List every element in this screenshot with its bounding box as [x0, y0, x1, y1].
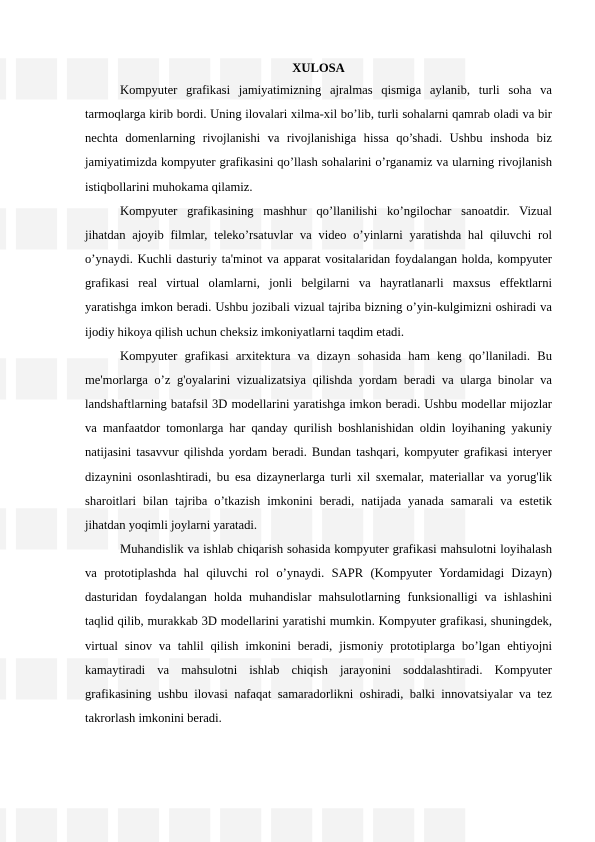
document-body	[85, 58, 552, 730]
paragraph-engineering: Muhandislik va ishlab chiqarish sohasida kompyuter grafikasi mahsulotni loyihalash va prototiplashda hal qiluvchi rol o’ynaydi. SAPR (Kompyuter Yordamidagi Dizayn) dasturidan foydalangan holda muhandislar mahsulotlarning funksionalligi va ishlashini taqlid qilib, murakkab 3D modellarini yaratishi mumkin. Kompyuter grafikasi, shuningdek, virtual sinov va tahlil qilish imkonini beradi, jismoniy prototiplarga bo’lgan ehtiyojni kamaytiradi va mahsulotni ishlab chiqish jarayonini soddalashtiradi. Kompyuter grafikasining ushbu ilovasi nafaqat samaradorlikni oshiradi, balki innovatsiyalar va tez takrorlash imkonini beradi.	[85, 541, 552, 726]
paragraph-intro: Kompyuter grafikasi jamiyatimizning ajralmas qismiga aylanib, turli soha va tarmoqlarga kirib bordi. Uning ilovalari xilma-xil bo’lib, turli sohalarni qamrab oladi va bir nechta domenlarning rivojlanishi va rivojlanishiga hissa qo’shadi. Ushbu inshoda biz jamiyatimizda kompyuter grafikasini qo’llash sohalarini o’rganamiz va ularning rivojlanish istiqbollarini muhokama qilamiz.	[85, 83, 552, 194]
document-title: XULOSA	[292, 61, 345, 75]
paragraph-architecture: Kompyuter grafikasi arxitektura va dizayn sohasida ham keng qo’llaniladi. Bu me'morlarga o’z g'oyalarini vizualizatsiya qilishda yordam beradi va ularga binolar va landshaftlarning batafsil 3D modellarini yaratishga imkon beradi. Ushbu modellar mijozlar va manfaatdor tomonlarga har qanday qurilish boshlanishidan oldin loyihaning yakuniy natijasini tasavvur qilishda yordam beradi. Bundan tashqari, kompyuter grafikasi interyer dizaynini osonlashtiradi, bu esa dizaynerlarga turli xil sxemalar, materiallar va yorug'lik sharoitlari bilan tajriba o’tkazish imkonini beradi, natijada yanada samarali va estetik jihatdan yoqimli joylarni yaratadi.	[85, 348, 552, 532]
paragraph-entertainment: Kompyuter grafikasining mashhur qo’llanilishi ko’ngilochar sanoatdir. Vizual jihatdan ajoyib filmlar, teleko’rsatuvlar va video o’yinlarni yaratishda hal qiluvchi rol o’ynaydi. Kuchli dasturiy ta'minot va apparat vositalaridan foydalangan holda, kompyuter grafikasi real virtual olamlarni, jonli belgilarni va hayratlanarli maxsus effektlarni yaratishga imkon beradi. Ushbu jozibali vizual tajriba bizning o’yin-kulgimizni oshiradi va ijodiy hikoya qilish uchun cheksiz imkoniyatlarni taqdim etadi.	[85, 203, 552, 339]
